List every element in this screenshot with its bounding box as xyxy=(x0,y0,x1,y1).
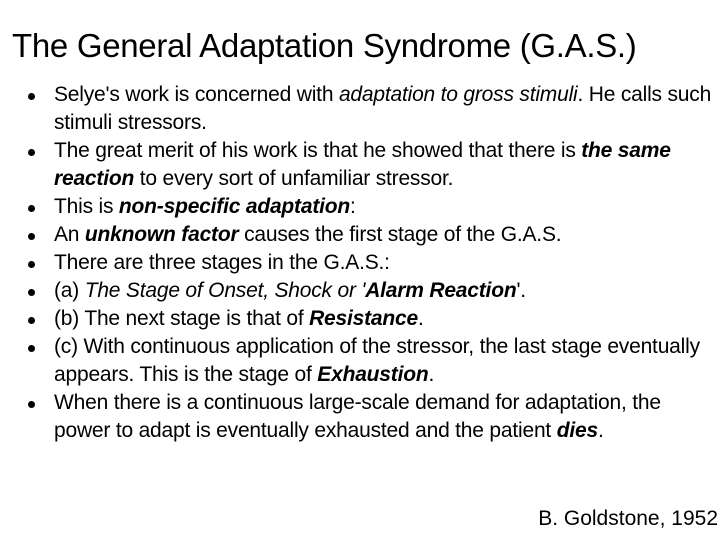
bullet-dot-icon xyxy=(28,261,35,268)
bullet-text-segment: An xyxy=(54,223,85,246)
slide-title: The General Adaptation Syndrome (G.A.S.) xyxy=(12,27,637,64)
bullet-dot-icon xyxy=(28,149,35,156)
bullet-item xyxy=(28,277,720,305)
citation: B. Goldstone, 1952 xyxy=(538,507,718,530)
bullet-text-segment: : xyxy=(350,195,356,218)
bullet-item xyxy=(28,389,720,445)
bullet-text-segment: . xyxy=(597,419,604,442)
bullet-text-segment: unknown factor xyxy=(84,223,239,246)
bullet-item xyxy=(28,221,720,249)
bullet-dot-icon xyxy=(28,317,35,324)
bullet-text-segment: the same reaction xyxy=(54,139,671,190)
bullet-item xyxy=(28,193,720,221)
bullet-text-segment: dies xyxy=(556,419,598,442)
bullet-text-segment: to every sort of unfamiliar stressor. xyxy=(134,167,454,190)
bullet-text-segment: . He calls such stimuli stressors. xyxy=(54,83,712,134)
bullet-text-segment: Selye's work is concerned with xyxy=(54,83,339,106)
bullet-dot-icon xyxy=(28,93,35,100)
bullet-dot-icon xyxy=(28,205,35,212)
bullet-text-segment: Resistance xyxy=(309,307,418,330)
bullet-text-segment: causes the first stage of the G.A.S. xyxy=(238,223,562,246)
bullet-text-segment: When there is a continuous large-scale demand for adaptation, the power to adapt is eventually exhausted and the patient xyxy=(54,391,661,442)
bullet-dot-icon xyxy=(28,233,35,240)
bullet-item xyxy=(28,137,720,193)
bullet-text-segment: (b) The next stage is that of xyxy=(54,307,310,330)
bullet-text-segment: There are three stages in the G.A.S.: xyxy=(54,251,390,274)
bullet-text-segment: The Stage of Onset, Shock or ' xyxy=(84,279,366,302)
bullet-text-segment: . xyxy=(418,307,424,330)
bullet-text-segment: (c) With continuous application of the stressor, the last stage eventually appears. This is the stage of xyxy=(54,335,700,386)
bullet-text-segment: non-specific adaptation xyxy=(118,195,351,218)
bullet-text-segment: . xyxy=(428,363,435,386)
bullet-text-segment: adaptation to gross stimuli xyxy=(338,83,578,106)
bullet-text-segment: This is xyxy=(54,195,119,218)
bullet-dot-icon xyxy=(28,345,35,352)
bullet-text-segment: (a) xyxy=(54,279,85,302)
bullet-item xyxy=(28,305,720,333)
bullet-text-segment: The great merit of his work is that he showed that there is xyxy=(54,139,582,162)
bullet-item xyxy=(28,81,720,137)
bullet-text-segment: Exhaustion xyxy=(317,363,429,386)
bullet-text-segment: Alarm Reaction xyxy=(365,279,517,302)
bullet-list xyxy=(28,81,720,445)
bullet-dot-icon xyxy=(28,401,35,408)
bullet-text-segment: '. xyxy=(516,279,526,302)
bullet-item xyxy=(28,333,720,389)
bullet-item xyxy=(28,249,720,277)
bullet-dot-icon xyxy=(28,289,35,296)
